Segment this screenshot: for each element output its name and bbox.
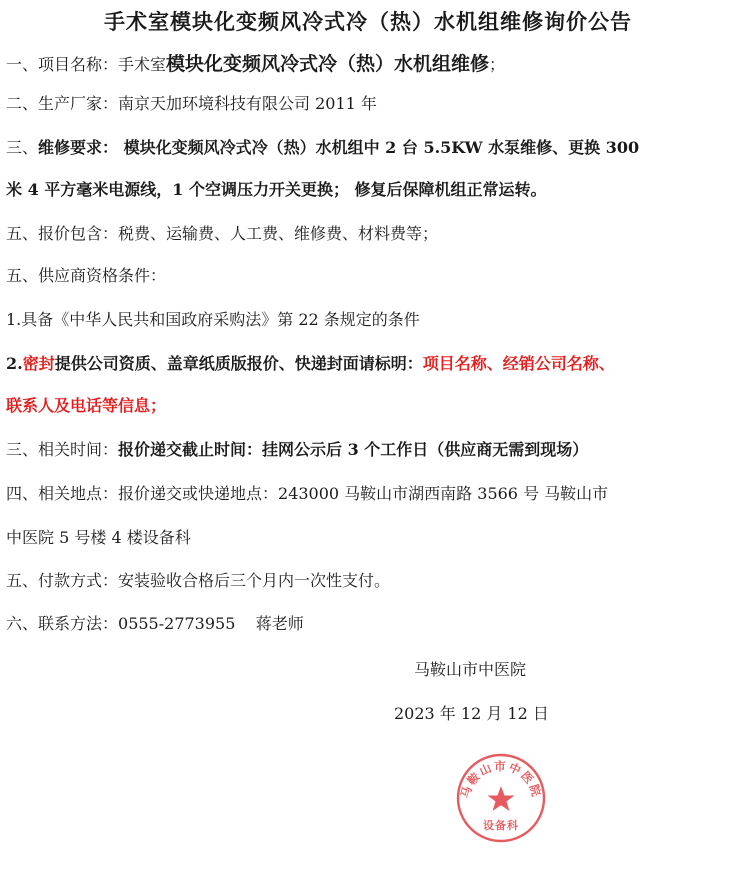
condition-2-red-2: 项目名称、经销公司名称、 [422,354,615,373]
payment-line [6,569,390,593]
contact-label: 六、联系方法： [6,614,119,633]
payment-value: 安装验收合格后三个月内一次性支付。 [118,571,391,590]
repair-requirement-key: 维修要求： [38,138,119,157]
project-name-label: 一、项目名称： [6,55,119,74]
seal-star-icon [488,786,515,811]
contact-value: 0555-2773955 蒋老师 [118,614,304,633]
repair-requirement-line-2 [6,178,547,202]
seal-ring-text: 马鞍山市中医院 [457,759,545,800]
page-title: 手术室模块化变频风冷式冷（热）水机组维修询价公告 [104,9,632,34]
signature-org: 马鞍山市中医院 [414,660,527,679]
condition-2-black: 提供公司资质、盖章纸质版报价、快递封面请标明： [54,354,423,373]
time-label: 三、相关时间： [6,440,119,459]
location-line-1 [6,482,608,506]
project-name-prefix: 手术室 [118,55,167,74]
manufacturer-value: 南京天加环境科技有限公司 2011 年 [118,94,377,113]
project-name-line [6,52,505,77]
project-name-value: 模块化变频风冷式冷（热）水机组维修 [166,53,490,75]
quote-includes-label: 五、报价包含： [6,224,119,243]
project-name-end: ； [489,55,506,74]
time-line [6,438,588,462]
quote-includes-value: 税费、运输费、人工费、维修费、材料费等； [118,224,439,243]
repair-requirement-text-2: 米 4 平方毫米电源线，1 个空调压力开关更换； 修复后保障机组正常运转。 [6,180,547,199]
condition-2-line-2 [6,394,166,418]
condition-2-line-1 [6,352,615,376]
manufacturer-label: 二、生产厂家： [6,94,119,113]
supplier-qualification-label: 五、供应商资格条件： [6,266,167,285]
condition-2-red-1: 密封 [22,354,55,373]
supplier-qualification-line [6,264,166,288]
condition-2-num: 2. [6,354,23,373]
condition-2-red-3: 联系人及电话等信息； [6,396,167,415]
seal-bottom-text: 设备科 [483,819,519,832]
payment-label: 五、付款方式： [6,571,119,590]
condition-1-text: 1.具备《中华人民共和国政府采购法》第 22 条规定的条件 [6,310,420,329]
signature-date: 2023 年 12 月 12 日 [394,704,549,723]
repair-requirement-num: 三、 [6,138,39,157]
repair-requirement-text-1: 模块化变频风冷式冷（热）水机组中 2 台 5.5KW 水泵维修、更换 300 [123,138,640,157]
time-value: 报价递交截止时间：挂网公示后 3 个工作日（供应商无需到现场） [118,440,589,459]
contact-line [6,612,304,636]
manufacturer-line [6,92,377,116]
location-label: 四、相关地点： [6,484,119,503]
location-value-2: 中医院 5 号楼 4 楼设备科 [6,528,191,547]
condition-1 [6,308,420,332]
location-value-1: 报价递交或快递地点：243000 马鞍山市湖西南路 3566 号 马鞍山市 [118,484,609,503]
quote-includes-line [6,222,438,246]
repair-requirement-line-1 [6,136,639,160]
location-line-2 [6,526,191,550]
official-seal [455,752,547,844]
